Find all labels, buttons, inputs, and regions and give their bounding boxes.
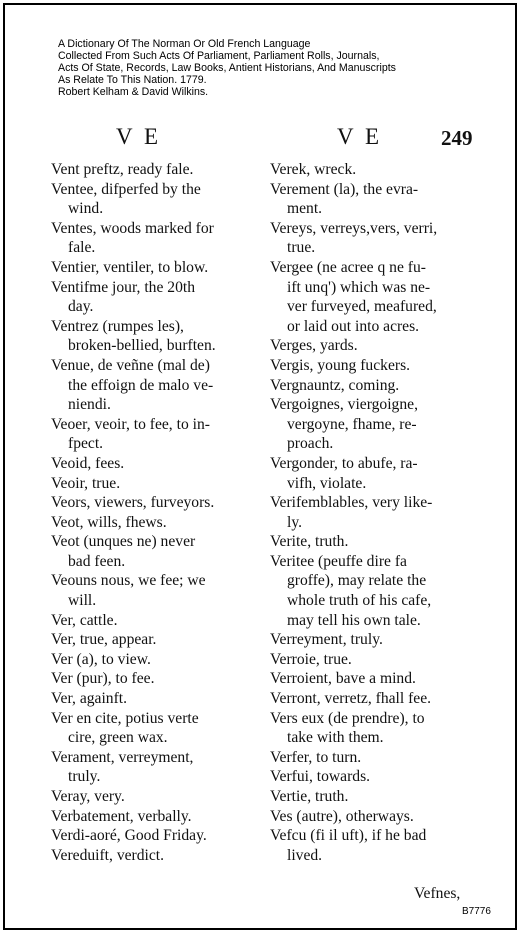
entry-line: Vergonder, to abufe, ra- bbox=[270, 454, 418, 472]
dictionary-entry bbox=[51, 571, 256, 610]
entry-line: Verement (la), the evra- bbox=[270, 180, 419, 198]
entry-line: bad feen. bbox=[68, 552, 126, 570]
running-head-right: V E bbox=[337, 124, 382, 149]
header-line: Acts Of State, Records, Law Books, Antient Historians, And Manuscripts bbox=[58, 62, 396, 74]
header-line: Robert Kelham & David Wilkins. bbox=[58, 86, 209, 98]
dictionary-entry bbox=[51, 748, 256, 787]
entry-line: or laid out into acres. bbox=[287, 317, 420, 335]
entry-line: fpect. bbox=[68, 435, 104, 453]
dictionary-entry bbox=[270, 807, 474, 827]
dictionary-entry bbox=[270, 160, 474, 180]
entry-line: Verek, wreck. bbox=[270, 161, 357, 178]
catchword: Vefnes, bbox=[414, 885, 461, 902]
entry-line: Ver, true, appear. bbox=[51, 631, 157, 649]
header-line: As Relate To This Nation. 1779. bbox=[58, 74, 207, 86]
dictionary-entry bbox=[51, 650, 256, 670]
dictionary-entry bbox=[270, 395, 474, 454]
entry-line: Ventifme jour, the 20th bbox=[51, 278, 196, 296]
entry-line: Verroient, bave a mind. bbox=[270, 670, 416, 688]
dictionary-entry bbox=[51, 513, 256, 533]
entry-line: whole truth of his cafe, bbox=[287, 592, 432, 610]
entry-line: the effoign de malo ve- bbox=[68, 376, 214, 394]
dictionary-entry bbox=[270, 493, 474, 532]
entry-line: Vers eux (de prendre), to bbox=[270, 709, 425, 727]
entry-line: Verfui, towards. bbox=[270, 768, 371, 786]
dictionary-entry bbox=[51, 630, 256, 650]
entry-line: Ventier, ventiler, to blow. bbox=[51, 258, 209, 276]
entry-line: vergoyne, fhame, re- bbox=[287, 415, 417, 433]
entry-line: Verament, verreyment, bbox=[51, 748, 194, 766]
dictionary-entry bbox=[270, 748, 474, 768]
entry-line: Veot (unques ne) never bbox=[51, 533, 196, 551]
dictionary-entry bbox=[51, 278, 256, 317]
dictionary-entry bbox=[270, 669, 474, 689]
entry-line: Veoid, fees. bbox=[51, 454, 125, 472]
dictionary-entry bbox=[270, 767, 474, 787]
dictionary-entry bbox=[51, 846, 256, 866]
entry-line: Vereys, verreys,vers, verri, bbox=[270, 219, 438, 237]
entry-line: Ver (pur), to fee. bbox=[51, 670, 155, 688]
entry-line: groffe), may relate the bbox=[287, 572, 427, 590]
entry-line: cire, green wax. bbox=[68, 729, 168, 747]
entry-line: Verifemblables, very like- bbox=[270, 494, 433, 512]
entry-line: ift unq') which was ne- bbox=[287, 278, 431, 296]
entry-line: Ver, cattle. bbox=[51, 611, 118, 629]
dictionary-entry bbox=[270, 552, 474, 630]
entry-line: proach. bbox=[287, 435, 334, 453]
entry-line: Ventee, difperfed by the bbox=[51, 180, 201, 198]
entry-line: ver furveyed, meafured, bbox=[287, 298, 437, 316]
dictionary-entry bbox=[270, 689, 474, 709]
dictionary-entry bbox=[51, 669, 256, 689]
dictionary-entry bbox=[51, 258, 256, 278]
entry-line: may tell his own tale. bbox=[287, 611, 421, 629]
entry-line: Verfer, to turn. bbox=[270, 748, 362, 766]
entry-line: ment. bbox=[287, 200, 323, 218]
dictionary-entry bbox=[270, 258, 474, 336]
entry-line: Verbatement, verbally. bbox=[51, 807, 192, 825]
entry-line: Vent preftz, ready fale. bbox=[51, 161, 194, 178]
entry-line: Vergnauntz, coming. bbox=[270, 376, 400, 394]
right-column bbox=[270, 160, 474, 865]
entry-line: fale. bbox=[68, 239, 96, 257]
entry-line: Venue, de veñne (mal de) bbox=[51, 356, 210, 374]
dictionary-entry bbox=[51, 826, 256, 846]
entry-line: Vergis, young fuckers. bbox=[270, 356, 411, 374]
entry-line: truly. bbox=[68, 768, 101, 786]
dictionary-entry bbox=[270, 787, 474, 807]
entry-line: Vergoignes, viergoigne, bbox=[270, 396, 418, 414]
entry-line: Verront, verretz, fhall fee. bbox=[270, 690, 432, 708]
entry-line: Vergee (ne acree q ne fu- bbox=[270, 258, 426, 276]
image-code: B7776 bbox=[462, 906, 491, 917]
entry-line: Verite, truth. bbox=[270, 533, 349, 551]
dictionary-entry bbox=[270, 650, 474, 670]
dictionary-entry bbox=[51, 689, 256, 709]
entry-line: Ventrez (rumpes les), bbox=[51, 317, 184, 335]
dictionary-entry bbox=[51, 532, 256, 571]
entry-line: day. bbox=[68, 298, 94, 316]
entry-line: ly. bbox=[287, 513, 303, 531]
entry-line: Ventes, woods marked for bbox=[51, 219, 214, 237]
dictionary-entry bbox=[270, 826, 474, 865]
dictionary-entry bbox=[51, 454, 256, 474]
entry-line: lived. bbox=[287, 846, 323, 864]
entry-line: Vereduift, verdict. bbox=[51, 846, 165, 864]
entry-line: true. bbox=[287, 239, 316, 257]
entry-line: Vefcu (fi il uft), if he bad bbox=[270, 827, 427, 845]
dictionary-entry bbox=[51, 493, 256, 513]
entry-line: Veray, very. bbox=[51, 788, 125, 805]
dictionary-entry bbox=[51, 160, 256, 180]
source-header bbox=[58, 38, 498, 98]
header-line: A Dictionary Of The Norman Or Old French Language bbox=[58, 38, 311, 50]
dictionary-entry bbox=[270, 630, 474, 650]
entry-line: Ver, againft. bbox=[51, 690, 128, 708]
dictionary-entry bbox=[51, 317, 256, 356]
entry-line: Veouns nous, we fee; we bbox=[51, 572, 206, 590]
entry-line: Ver (a), to view. bbox=[51, 650, 151, 668]
entry-line: will. bbox=[68, 592, 97, 610]
dictionary-entry bbox=[51, 180, 256, 219]
header-line: Collected From Such Acts Of Parliament, Parliament Rolls, Journals, bbox=[58, 50, 380, 62]
entry-line: Verreyment, truly. bbox=[270, 631, 383, 649]
entry-line: vifh, violate. bbox=[287, 474, 367, 492]
dictionary-entry bbox=[51, 807, 256, 827]
dictionary-entry bbox=[51, 219, 256, 258]
entry-line: Verroie, true. bbox=[270, 650, 352, 668]
dictionary-entry bbox=[51, 474, 256, 494]
entry-line: Ver en cite, potius verte bbox=[51, 709, 199, 727]
dictionary-entry bbox=[270, 180, 474, 219]
dictionary-entry bbox=[270, 532, 474, 552]
dictionary-entry bbox=[51, 356, 256, 415]
dictionary-entry bbox=[51, 611, 256, 631]
dictionary-entry bbox=[270, 336, 474, 356]
entry-line: Veors, viewers, furveyors. bbox=[51, 494, 215, 512]
entry-line: wind. bbox=[68, 200, 104, 218]
dictionary-entry bbox=[270, 376, 474, 396]
dictionary-entry bbox=[51, 415, 256, 454]
entry-line: Veot, wills, fhews. bbox=[51, 513, 167, 531]
entry-line: Veoir, true. bbox=[51, 474, 121, 492]
entry-line: niendi. bbox=[68, 396, 111, 414]
dictionary-entry bbox=[51, 787, 256, 807]
entry-line: broken-bellied, burften. bbox=[68, 337, 216, 355]
dictionary-entry bbox=[270, 709, 474, 748]
entry-line: Veritee (peuffe dire fa bbox=[270, 552, 407, 570]
entry-line: Verdi-aoré, Good Friday. bbox=[51, 827, 207, 845]
page-number: 249 bbox=[441, 126, 473, 150]
entry-line: Veoer, veoir, to fee, to in- bbox=[51, 415, 210, 433]
running-head-left: V E bbox=[116, 124, 161, 149]
entry-line: take with them. bbox=[287, 729, 384, 747]
dictionary-entry bbox=[270, 356, 474, 376]
dictionary-entry bbox=[51, 709, 256, 748]
entry-line: Verges, yards. bbox=[270, 337, 358, 355]
entry-line: Ves (autre), otherways. bbox=[270, 807, 414, 825]
left-column bbox=[51, 160, 256, 865]
dictionary-entry bbox=[270, 219, 474, 258]
dictionary-entry bbox=[270, 454, 474, 493]
entry-line: Vertie, truth. bbox=[270, 788, 349, 805]
